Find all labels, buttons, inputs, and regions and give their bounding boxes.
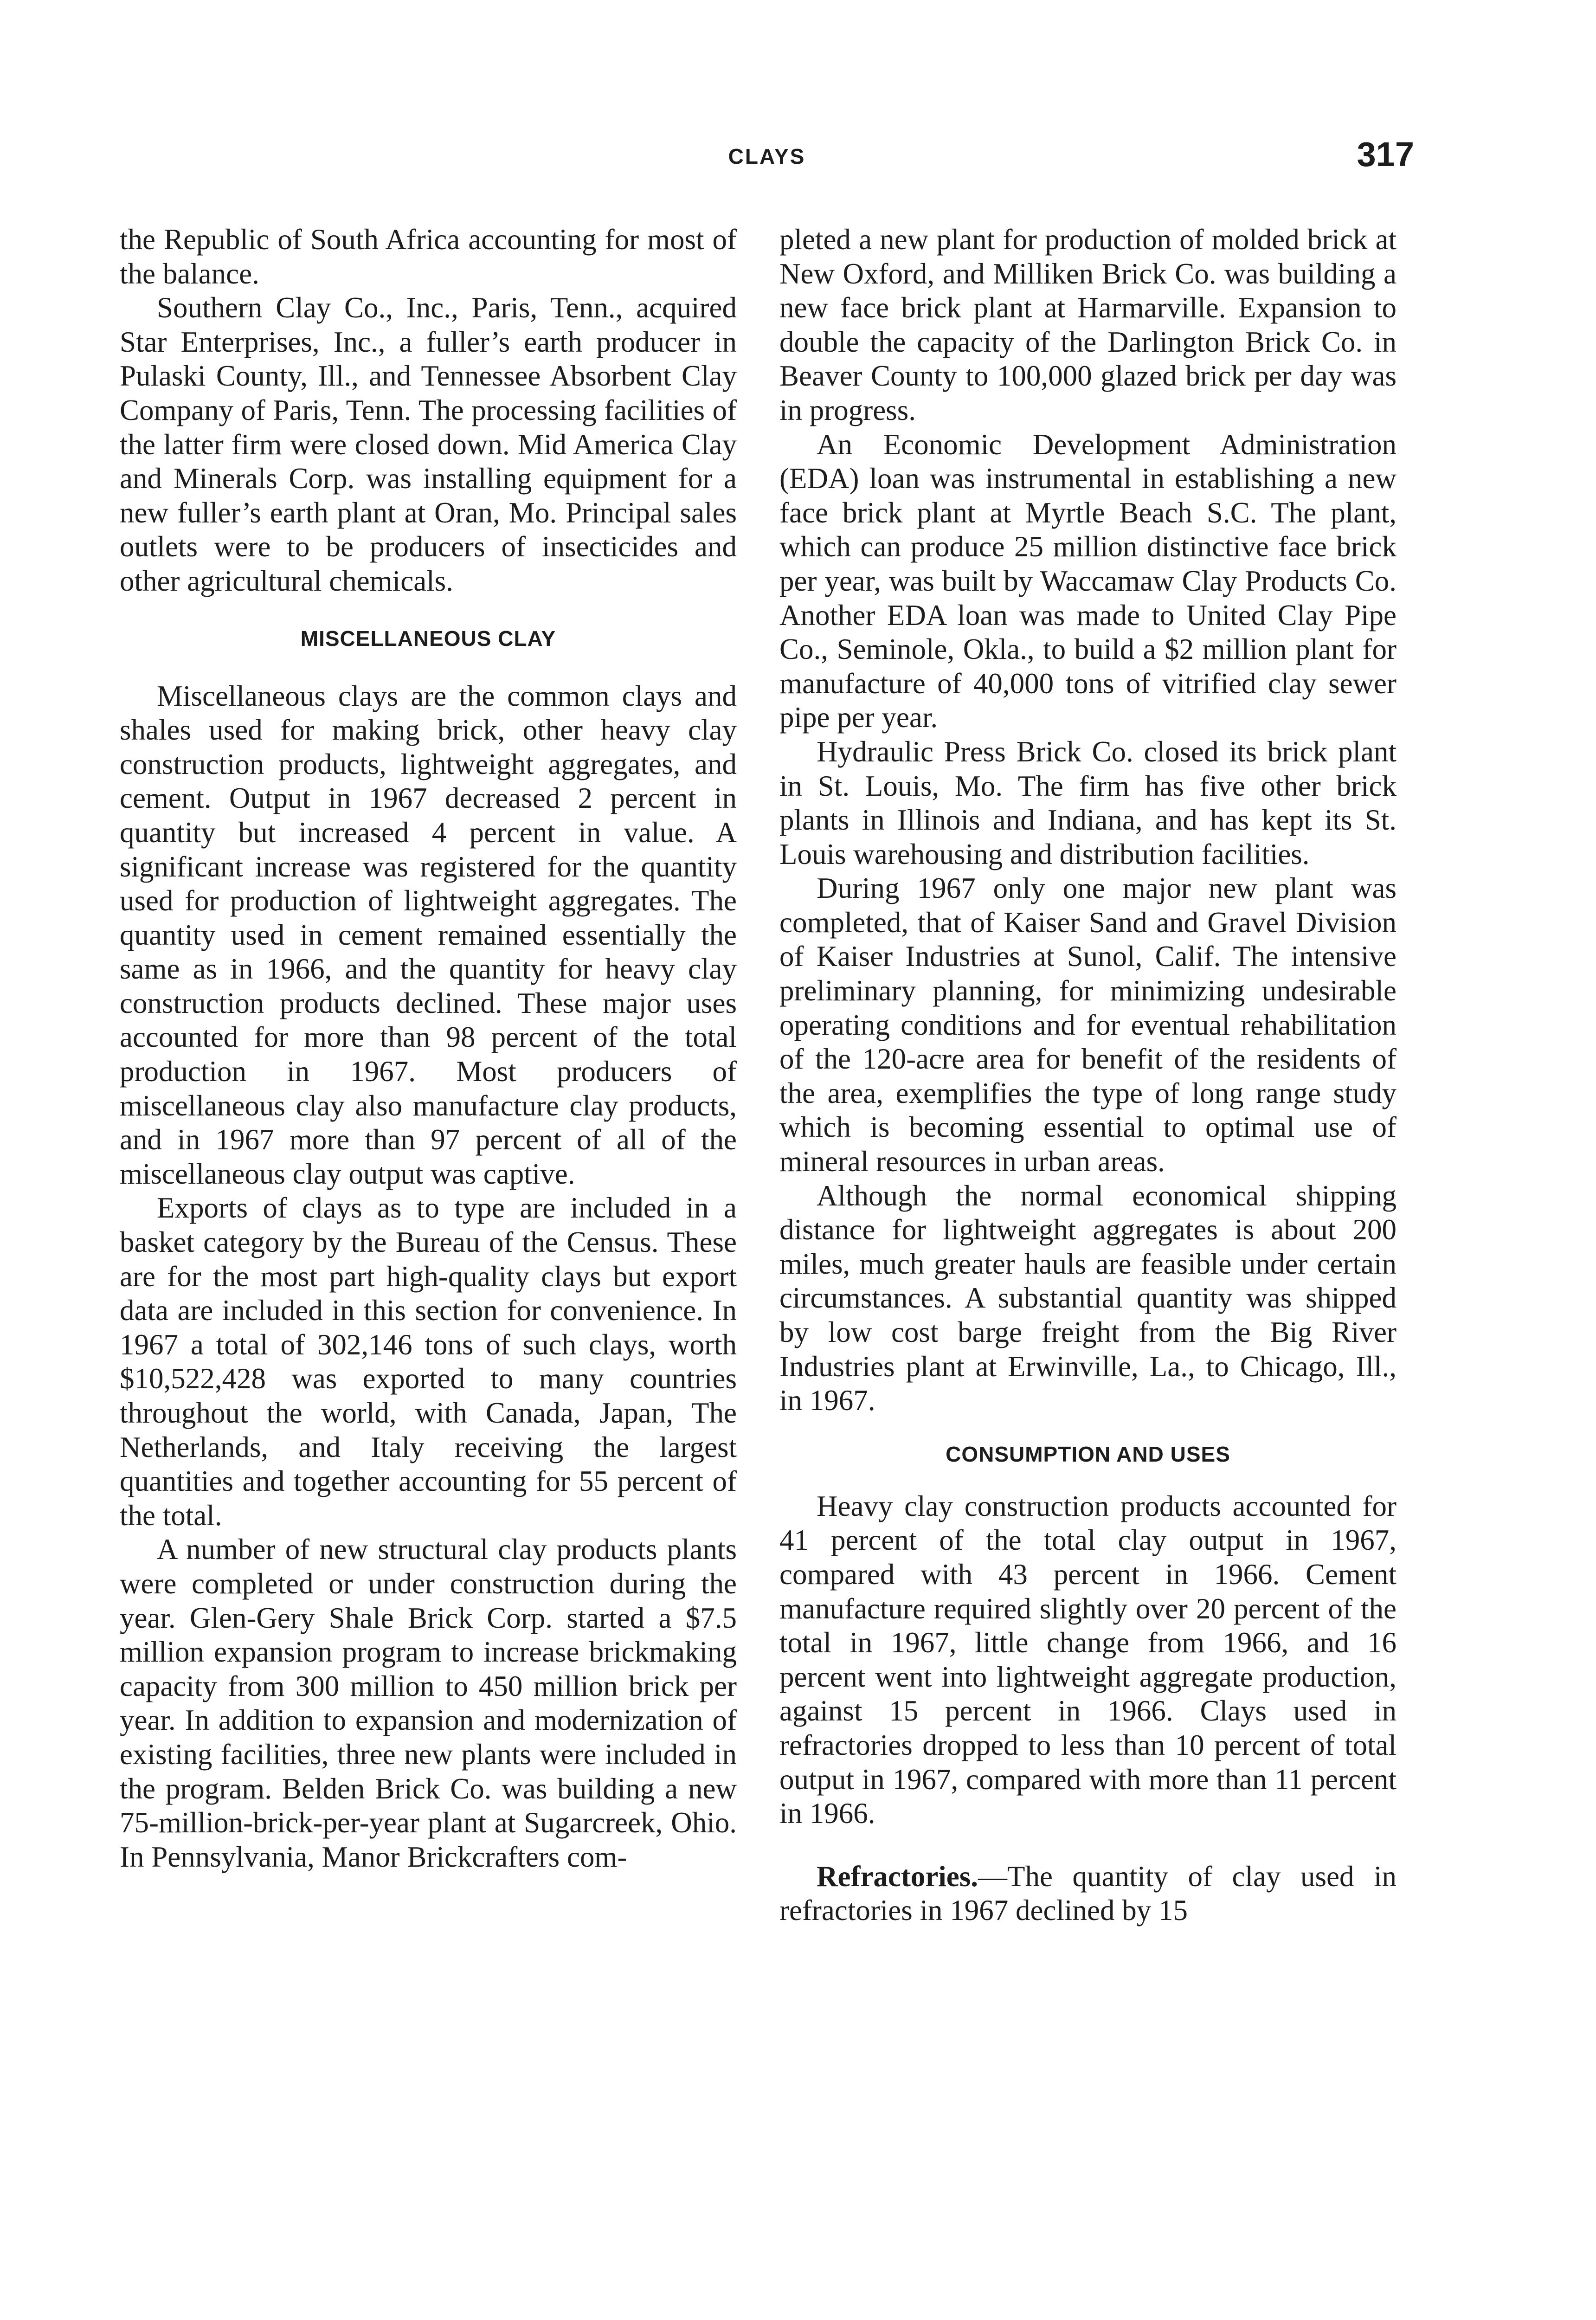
section-heading-miscellaneous-clay: MISCELLANEOUS CLAY bbox=[300, 626, 556, 651]
paragraph: Southern Clay Co., Inc., Paris, Tenn., acquired Star Enterprises, Inc., a fuller’s earth producer in Pulaski County, Ill., and Tennessee Absorbent Clay Company of Paris, Tenn. The processing facilities of the latter firm were closed down. Mid America Clay and Minerals Corp. was installing equipment for a new fuller’s earth plant at Oran, Mo. Principal sales outlets were to be producers of insecticides and other agricultural chemicals. bbox=[120, 291, 737, 597]
paragraph: the Republic of South Africa accounting for most of the balance. bbox=[120, 223, 737, 290]
run-in-heading-refractories: Refractories. bbox=[817, 1860, 978, 1893]
paragraph: During 1967 only one major new plant was completed, that of Kaiser Sand and Gravel Division of Kaiser Industries at Sunol, Calif. The intensive preliminary planning, for minimizing undesirable operating conditions and for eventual rehabilitation of the 120-acre area for benefit of the residents of the area, exemplifies the type of long range study which is becoming essential to optimal use of mineral resources in urban areas. bbox=[779, 872, 1396, 1178]
paragraph: Exports of clays as to type are included in a basket category by the Bureau of the Census. These are for the most part high-quality clays but export data are included in this section for convenience. In 1967 a total of 302,146 tons of such clays, worth $10,522,428 was exported to many countries throughout the world, with Canada, Japan, The Netherlands, and Italy receiving the largest quantities and together accounting for 55 percent of the total. bbox=[120, 1192, 737, 1532]
running-head: CLAYS bbox=[728, 144, 806, 168]
section-heading-consumption-and-uses: CONSUMPTION AND USES bbox=[946, 1442, 1230, 1466]
right-column bbox=[779, 223, 1396, 1928]
paragraph: A number of new structural clay products plants were completed or under construction during the year. Glen-Gery Shale Brick Corp. started a $7.5 million expansion program to increase brickmaking capacity from 300 million to 450 million brick per year. In addition to expansion and modernization of existing facilities, three new plants were included in the program. Belden Brick Co. was building a new 75-million-brick-per-year plant at Sugarcreek, Ohio. In Pennsylvania, Manor Brickcrafters com- bbox=[120, 1533, 737, 1873]
paragraph: An Economic Development Administration (EDA) loan was instrumental in establishing a new face brick plant at Myrtle Beach S.C. The plant, which can produce 25 million distinctive face brick per year, was built by Waccamaw Clay Products Co. Another EDA loan was made to United Clay Pipe Co., Seminole, Okla., to build a $2 million plant for manufacture of 40,000 tons of vitrified clay sewer pipe per year. bbox=[779, 428, 1396, 734]
paragraph: pleted a new plant for production of molded brick at New Oxford, and Milliken Brick Co. was building a new face brick plant at Harmarville. Expansion to double the capacity of the Darlington Brick Co. in Beaver County to 100,000 glazed brick per day was in progress. bbox=[779, 223, 1396, 426]
paragraph: Heavy clay construction products accounted for 41 percent of the total clay output in 1967, compared with 43 percent in 1966. Cement manufacture required slightly over 20 percent of the total in 1967, little change from 1966, and 16 percent went into lightweight aggregate production, against 15 percent in 1966. Clays used in refractories dropped to less than 10 percent of total output in 1967, compared with more than 11 percent in 1966. bbox=[779, 1489, 1396, 1830]
paragraph: Hydraulic Press Brick Co. closed its brick plant in St. Louis, Mo. The firm has five other brick plants in Illinois and Indiana, and has kept its St. Louis warehousing and distribution facilities. bbox=[779, 735, 1396, 870]
paragraph: Miscellaneous clays are the common clays and shales used for making brick, other heavy clay construction products, lightweight aggregates, and cement. Output in 1967 decreased 2 percent in quantity but increased 4 percent in value. A significant increase was registered for the quantity used for production of lightweight aggregates. The quantity used in cement remained essentially the same as in 1966, and the quantity for heavy clay construction products declined. These major uses accounted for more than 98 percent of the total production in 1967. Most producers of miscellaneous clay also manufacture clay products, and in 1967 more than 97 percent of all of the miscellaneous clay output was captive. bbox=[120, 679, 737, 1190]
page-header bbox=[120, 135, 1414, 190]
paragraph: Although the normal economical shipping distance for lightweight aggregates is about 200 miles, much greater hauls are feasible under certain circumstances. A substantial quantity was shipped by low cost barge freight from the Big River Industries plant at Erwinville, La., to Chicago, Ill., in 1967. bbox=[779, 1179, 1396, 1417]
paragraph-refractories bbox=[779, 1860, 1396, 1928]
left-column bbox=[120, 223, 737, 1874]
page-number: 317 bbox=[1357, 135, 1414, 174]
paragraph-text: —The quantity of clay used in refractories in 1967 declined by 15 bbox=[779, 1860, 1396, 1927]
